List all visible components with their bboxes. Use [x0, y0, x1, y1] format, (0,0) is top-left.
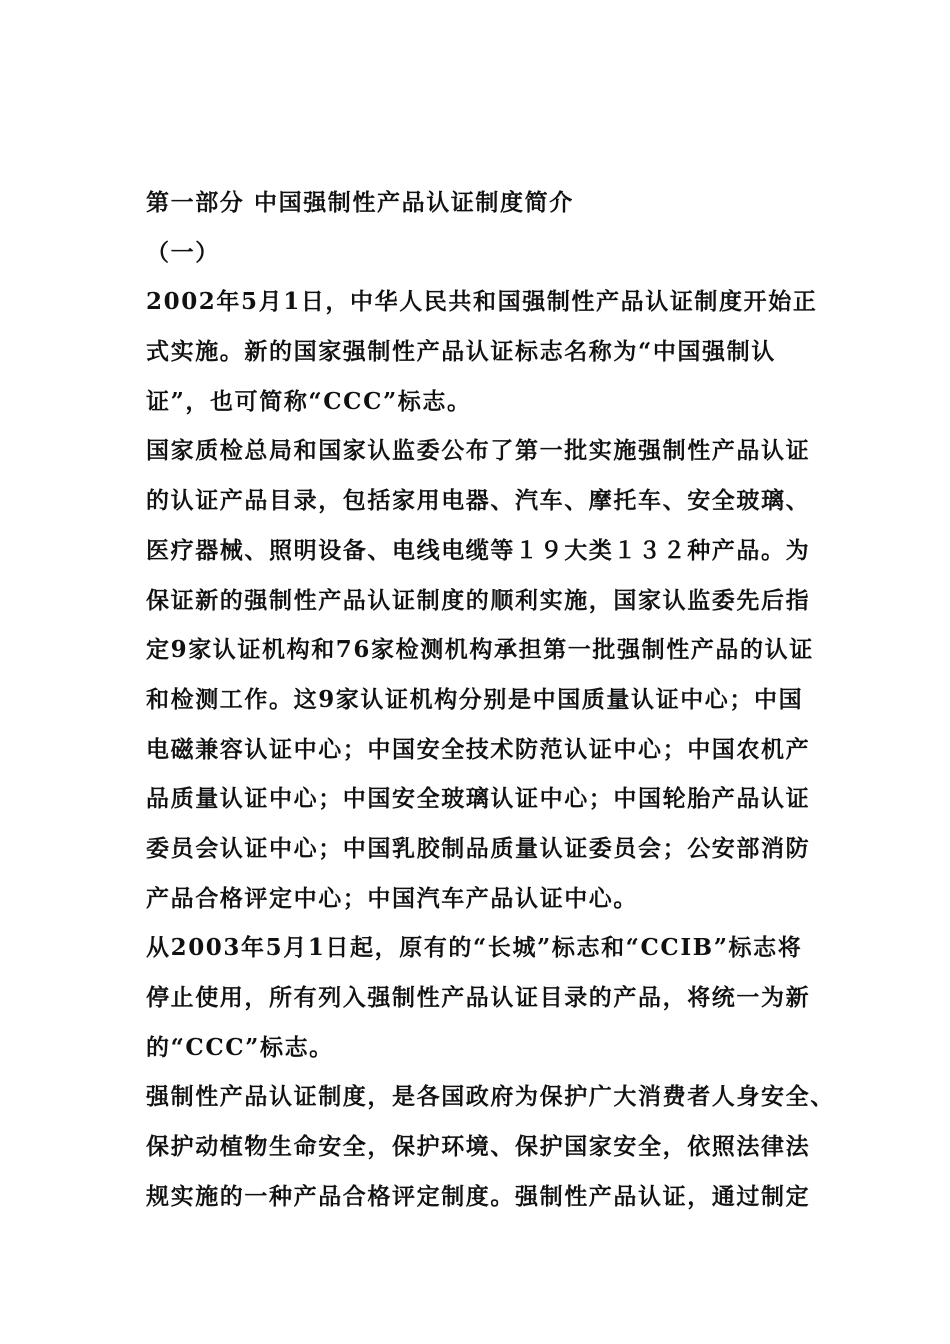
paragraph-line: 和检测工作。这9家认证机构分别是中国质量认证中心；中国 — [146, 685, 804, 713]
section-subtitle: （一） — [146, 238, 220, 266]
paragraph-3 — [146, 923, 826, 1072]
paragraph-line: 2002年5月1日，中华人民共和国强制性产品认证制度开始正 — [146, 288, 818, 316]
paragraph-line: 电磁兼容认证中心；中国安全技术防范认证中心；中国农机产 — [146, 735, 811, 763]
paragraph-1 — [146, 277, 826, 426]
paragraph-line: 的“CCC”标志。 — [146, 1033, 334, 1061]
paragraph-line: 证”，也可简称“CCC”标志。 — [146, 387, 472, 415]
section-title: 第一部分 中国强制性产品认证制度简介 — [146, 189, 574, 216]
paragraph-2 — [146, 426, 826, 923]
paragraph-line: 强制性产品认证制度，是各国政府为保护广大消费者人身安全、 — [146, 1083, 835, 1111]
paragraph-4 — [146, 1072, 835, 1221]
paragraph-line: 停止使用，所有列入强制性产品认证目录的产品，将统一为新 — [146, 984, 811, 1011]
paragraph-line: 品质量认证中心；中国安全玻璃认证中心；中国轮胎产品认证 — [146, 785, 811, 813]
paragraph-line: 产品合格评定中心；中国汽车产品认证中心。 — [146, 884, 638, 912]
paragraph-line: 的认证产品目录，包括家用电器、汽车、摩托车、安全玻璃、 — [146, 487, 811, 515]
paragraph-line: 规实施的一种产品合格评定制度。强制性产品认证，通过制定 — [146, 1182, 811, 1210]
paragraph-line: 保证新的强制性产品认证制度的顺利实施，国家认监委先后指 — [146, 586, 811, 614]
paragraph-line: 从2003年5月1日起，原有的“长城”标志和“CCIB”标志将 — [146, 934, 803, 962]
paragraph-line: 委员会认证中心；中国乳胶制品质量认证委员会；公安部消防 — [146, 834, 811, 862]
paragraph-line: 医疗器械、照明设备、电线电缆等１９大类１３２种产品。为 — [146, 536, 811, 564]
paragraph-line: 式实施。新的国家强制性产品认证标志名称为“中国强制认 — [146, 338, 776, 366]
document-body — [146, 178, 835, 1221]
paragraph-line: 保护动植物生命安全，保护环境、保护国家安全，依照法律法 — [146, 1133, 811, 1161]
paragraph-line: 国家质检总局和国家认监委公布了第一批实施强制性产品认证 — [146, 437, 811, 465]
paragraph-line: 定9家认证机构和76家检测机构承担第一批强制性产品的认证 — [146, 636, 814, 664]
